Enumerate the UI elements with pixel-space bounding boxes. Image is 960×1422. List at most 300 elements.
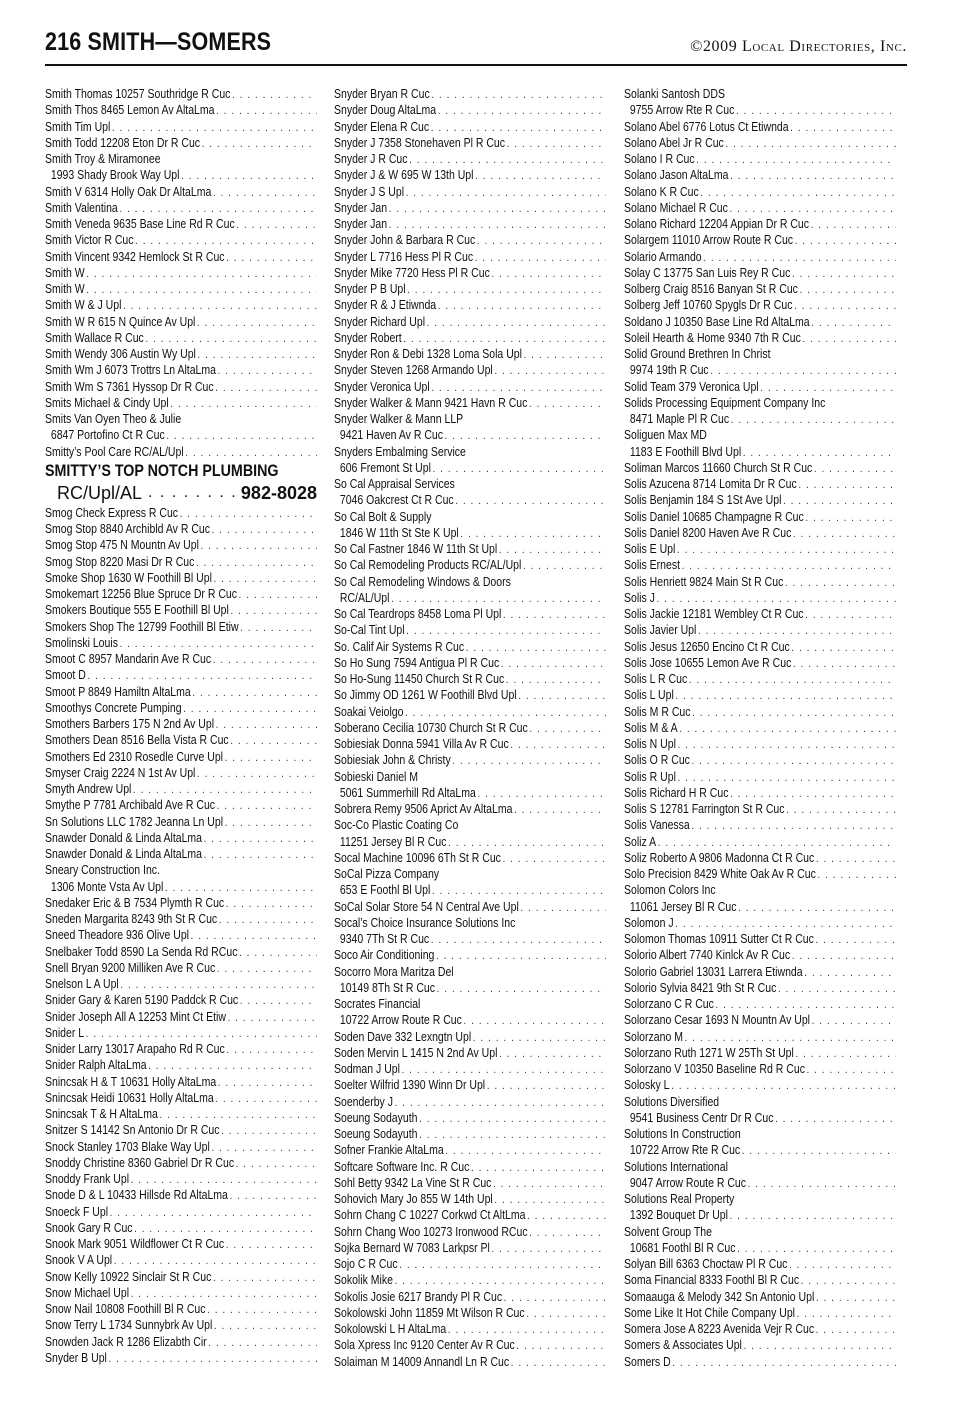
- listing-entry: [45, 1236, 317, 1252]
- listing-entry: [334, 590, 606, 606]
- listing-heading: [624, 882, 896, 898]
- listing-name: Smith V 6314 Holly Oak Dr AltaLma: [45, 184, 212, 199]
- listing-name: Solis E Upl: [624, 542, 676, 556]
- listing-entry: [334, 427, 606, 443]
- leader-dots: [180, 508, 317, 520]
- listing-heading: [624, 1191, 896, 1207]
- listing-entry: [334, 167, 606, 183]
- listing-name: Snyder Jan: [334, 200, 388, 215]
- listing-name: 9340 7Th St R Cuc: [339, 932, 430, 946]
- listing-name: Solano Michael R Cuc: [624, 200, 728, 215]
- listing-entry: [334, 704, 606, 720]
- listing-heading: [334, 769, 606, 785]
- listing-group-2: [334, 86, 606, 1370]
- listing-name: Soliz Roberto A 9806 Madonna Ct R Cuc: [624, 850, 815, 865]
- leader-dots: [216, 105, 317, 117]
- listing-entry: [334, 1094, 606, 1110]
- leader-dots: [526, 1308, 606, 1320]
- listing-entry: [624, 167, 896, 183]
- listing-entry: [624, 151, 896, 167]
- listing-entry: [45, 911, 317, 927]
- leader-dots: [212, 524, 317, 536]
- leader-dots: [226, 252, 317, 264]
- listing-name: Somera Jose A 8223 Avenida Vejr R Cuc: [624, 1322, 815, 1336]
- listing-entry: [45, 1204, 317, 1220]
- listing-heading: [334, 996, 606, 1012]
- leader-dots: [405, 707, 606, 719]
- leader-dots: [682, 560, 896, 572]
- leader-dots: [213, 187, 317, 199]
- listing-name: So Cal Remodeling Products RC/AL/Upl: [334, 558, 522, 573]
- listing-entry: [334, 492, 606, 508]
- listing-name: Sobiesiak Donna 5941 Villa Av R Cuc: [334, 737, 509, 751]
- leader-dots: [165, 882, 317, 894]
- listing-entry: [45, 1139, 317, 1155]
- listing-entry: [45, 86, 317, 102]
- leader-dots: [657, 593, 896, 605]
- listing-name: Solberg Craig 8516 Banyan St R Cuc: [624, 282, 798, 296]
- listing-name: Smythe P 7781 Archibald Ave R Cuc: [45, 798, 216, 813]
- listing-name: Smog Stop 8840 Archibld Av R Cuc: [45, 522, 210, 536]
- listing-name: 11061 Jersey Bl R Cuc: [629, 899, 737, 914]
- listing-name: Solis J: [624, 590, 655, 605]
- leader-dots: [801, 1275, 896, 1287]
- leader-dots: [675, 918, 896, 930]
- listing-entry: [334, 687, 606, 703]
- listing-name: Solis Richard H R Cuc: [624, 785, 729, 800]
- listing-heading: [624, 1224, 896, 1240]
- leader-dots: [86, 268, 317, 280]
- listing-entry: [334, 265, 606, 281]
- listing-entry: [624, 687, 896, 703]
- leader-dots: [131, 1174, 317, 1186]
- leader-dots: [452, 755, 606, 767]
- listing-entry: [624, 330, 896, 346]
- leader-dots: [507, 138, 606, 150]
- listing-entry: [624, 752, 896, 768]
- listing-entry: [334, 850, 606, 866]
- leader-dots: [183, 703, 317, 715]
- leader-dots: [395, 1275, 606, 1287]
- listing-name: Sodman J Upl: [334, 1062, 400, 1076]
- listing-name: Sokolis Josie 6217 Brandy Pl R Cuc: [334, 1289, 503, 1304]
- listing-name: Somers & Associates Upl: [624, 1338, 742, 1353]
- leader-dots: [88, 670, 317, 682]
- listing-entry: [624, 1305, 896, 1321]
- listing-heading: [624, 86, 896, 102]
- listing-entry: [334, 1126, 606, 1142]
- leader-dots: [445, 1145, 606, 1157]
- listing-column-2: [334, 86, 606, 1370]
- leader-dots: [716, 999, 896, 1011]
- listing-entry: [624, 964, 896, 980]
- leader-dots: [679, 723, 896, 735]
- listing-name: Snowden Jack R 1286 Elizabth Cir: [45, 1334, 207, 1349]
- listing-entry: [334, 151, 606, 167]
- leader-dots: [148, 1060, 317, 1072]
- listing-name: 9541 Business Centr Dr R Cuc: [629, 1110, 774, 1125]
- leader-dots: [736, 105, 896, 117]
- listing-entry: [45, 167, 317, 183]
- leader-dots: [226, 898, 317, 910]
- listing-name: Snode D & L 10433 Hillsde Rd AltaLma: [45, 1188, 228, 1203]
- listing-entry: [45, 537, 317, 553]
- listing-entry: [334, 834, 606, 850]
- leader-dots: [792, 268, 896, 280]
- listing-name: Socrates Financial: [334, 997, 421, 1011]
- listing-entry: [45, 1317, 317, 1333]
- leader-dots: [215, 1093, 317, 1105]
- leader-dots: [211, 1142, 317, 1154]
- listing-name: Sneed Theadore 936 Olive Upl: [45, 928, 189, 943]
- listing-name: 10722 Arrow Route R Cuc: [339, 1013, 462, 1028]
- listing-name: Smoot P 8849 Hamiltn AltaLma: [45, 684, 191, 699]
- listing-name: Some Like It Hot Chile Company Upl: [624, 1305, 795, 1320]
- leader-dots: [202, 138, 317, 150]
- listing-entry: [45, 830, 317, 846]
- listing-entry: [45, 749, 317, 765]
- featured-phone: 982-8028: [240, 482, 317, 503]
- leader-dots: [506, 674, 606, 686]
- listing-name: Sobiesiak John & Christy: [334, 753, 451, 768]
- listing-name: Soeung Sodayuth: [334, 1127, 418, 1141]
- publisher-name: Local Directories, Inc.: [741, 38, 907, 55]
- listing-name: Solanki Santosh DDS: [624, 87, 725, 101]
- listing-entry: [334, 801, 606, 817]
- listing-entry: [624, 996, 896, 1012]
- listing-name: Solomon Thomas 10911 Sutter Ct R Cuc: [624, 932, 814, 946]
- listing-entry: [624, 1321, 896, 1337]
- listing-name: RC/AL/Upl: [339, 590, 390, 605]
- listing-name: Smith Tim Upl: [45, 119, 111, 134]
- leader-dots: [217, 800, 317, 812]
- listing-name: Smog Stop 8220 Masi Dr R Cuc: [45, 554, 195, 569]
- listing-name: Smolinski Louis: [45, 635, 118, 650]
- listing-name: Soden Mervin L 1415 N 2nd Av Upl: [334, 1045, 498, 1060]
- listing-name: So Jimmy OD 1261 W Foothill Blvd Upl: [334, 688, 517, 703]
- listing-entry: [334, 899, 606, 915]
- listing-name: Snyder R & J Etiwnda: [334, 298, 437, 313]
- listing-entry: [45, 554, 317, 570]
- listing-entry: [334, 314, 606, 330]
- listing-entry: [45, 895, 317, 911]
- leader-dots: [213, 654, 317, 666]
- listing-heading: [334, 444, 606, 460]
- listing-name: Snyder Jan: [334, 217, 388, 231]
- listing-entry: [45, 216, 317, 232]
- listing-name: 7046 Oakcrest Ct R Cuc: [339, 493, 454, 508]
- listing-name: Snow Terry L 1734 Sunnybrk Av Upl: [45, 1318, 213, 1333]
- leader-dots: [110, 1207, 317, 1219]
- listing-name: Solis N Upl: [624, 737, 676, 751]
- listing-name: Solano Abel Jr R Cuc: [624, 135, 724, 150]
- listing-name: Smith W R 615 N Quince Av Upl: [45, 314, 196, 329]
- leader-dots: [811, 219, 896, 231]
- listing-name: Soenderby J: [334, 1094, 393, 1109]
- listing-heading: [624, 1094, 896, 1110]
- listing-name: Snedaker Eric & B 7534 Plymth R Cuc: [45, 895, 225, 910]
- listing-name: Smog Stop 475 N Mountn Av Upl: [45, 538, 199, 553]
- listing-name: Somaauga & Melody 342 Sn Antonio Upl: [624, 1289, 815, 1304]
- listing-heading: [334, 411, 606, 427]
- leader-dots: [798, 479, 896, 491]
- listing-entry: [45, 314, 317, 330]
- leader-dots: [198, 349, 317, 361]
- leader-dots: [226, 1239, 317, 1251]
- listing-name: Solano I R Cuc: [624, 152, 695, 166]
- listing-entry: [45, 1155, 317, 1171]
- listing-entry: [45, 667, 317, 683]
- leader-dots: [431, 382, 606, 394]
- leader-dots: [478, 788, 606, 800]
- listing-entry: [334, 379, 606, 395]
- listing-name: Snow Nail 10808 Foothill Bl R Cuc: [45, 1302, 206, 1316]
- leader-dots: [232, 89, 317, 101]
- listing-entry: [624, 801, 896, 817]
- listing-entry: [45, 330, 317, 346]
- listing-entry: [624, 249, 896, 265]
- listing-entry: [624, 980, 896, 996]
- listing-name: Smyth Andrew Upl: [45, 782, 132, 796]
- leader-dots: [501, 658, 606, 670]
- listing-name: Smitty’s Pool Care RC/AL/Upl: [45, 444, 184, 459]
- listing-name: Snyder John & Barbara R Cuc: [334, 233, 476, 248]
- listing-entry: [45, 879, 317, 895]
- listing-name: Snyder J & W 695 W 13th Upl: [334, 168, 474, 183]
- listing-entry: [45, 716, 317, 732]
- leader-dots: [816, 1324, 896, 1336]
- listing-name: Snyder Elena R Cuc: [334, 119, 430, 134]
- leader-dots: [218, 365, 317, 377]
- leader-dots: [816, 853, 896, 865]
- listing-entry: [624, 899, 896, 915]
- leader-dots: [499, 544, 606, 556]
- listing-name: 6847 Portofino Ct R Cuc: [50, 428, 165, 443]
- listing-name: Solo Precision 8429 White Oak Av R Cuc: [624, 867, 816, 881]
- leader-dots: [807, 1064, 896, 1076]
- leader-dots: [204, 849, 317, 861]
- listing-name: Sojka Bernard W 7083 Larkpsr Pl: [334, 1240, 490, 1255]
- listing-name: Smith Thos 8465 Lemon Av AltaLma: [45, 103, 215, 118]
- listing-group-1b: [45, 505, 317, 1366]
- listing-name: Snider L: [45, 1025, 85, 1040]
- listing-name: Snelbaker Todd 8590 La Senda Rd RCuc: [45, 944, 238, 959]
- listing-name: 1392 Bouquet Dr Upl: [629, 1208, 728, 1223]
- leader-dots: [197, 317, 317, 329]
- listing-name: 653 E Foothl Bl Upl: [339, 883, 431, 898]
- leader-dots: [790, 122, 896, 134]
- listing-entry: [624, 135, 896, 151]
- listing-entry: [334, 1159, 606, 1175]
- listing-entry: [624, 232, 896, 248]
- listing-name: Soliman Marcos 11660 Church St R Cuc: [624, 460, 813, 475]
- page-header: [45, 28, 907, 62]
- listing-name: Soelter Wilfrid 1390 Winn Dr Upl: [334, 1078, 486, 1093]
- listing-heading: [334, 476, 606, 492]
- listing-entry: [45, 1009, 317, 1025]
- listing-name: Snyder J 7358 Stonehaven Pl R Cuc: [334, 135, 506, 150]
- leader-dots: [120, 979, 317, 991]
- listing-name: Snook V A Upl: [45, 1253, 113, 1268]
- listing-heading: [334, 574, 606, 590]
- listing-entry: [45, 1301, 317, 1317]
- leader-dots: [692, 707, 896, 719]
- leader-dots: [391, 593, 606, 605]
- leader-dots: [438, 105, 606, 117]
- leader-dots: [431, 89, 606, 101]
- listing-name: 1993 Shady Brook Way Upl: [50, 168, 180, 183]
- listing-name: Soco Air Conditioning: [334, 948, 435, 963]
- leader-dots: [231, 605, 317, 617]
- listing-name: Smith Wendy 306 Austin Wy Upl: [45, 347, 196, 361]
- leader-dots: [419, 1129, 606, 1141]
- listing-entry: [45, 135, 317, 151]
- leader-dots: [236, 219, 317, 231]
- listing-entry: [45, 960, 317, 976]
- leader-dots: [510, 739, 606, 751]
- listing-name: Snyder Bryan R Cuc: [334, 87, 430, 101]
- leader-dots: [145, 333, 317, 345]
- listing-entry: [334, 882, 606, 898]
- listing-name: Solorzano Cesar 1693 N Mountn Av Upl: [624, 1013, 811, 1028]
- listing-entry: [624, 1110, 896, 1126]
- listing-name: Snyder Robert: [334, 330, 402, 345]
- listing-name: Solorzano M: [624, 1029, 683, 1044]
- listing-name: So Cal Appraisal Services: [334, 477, 455, 491]
- listing-name: Solis Daniel 10685 Champagne R Cuc: [624, 509, 804, 524]
- listing-entry: [624, 1045, 896, 1061]
- listing-name: 5061 Summerhill Rd AltaLma: [339, 785, 476, 800]
- listing-entry: [624, 265, 896, 281]
- listing-entry: [45, 684, 317, 700]
- listing-entry: [624, 297, 896, 313]
- listing-name: Snawder Donald & Linda AltaLma: [45, 847, 203, 861]
- listing-heading: [624, 1126, 896, 1142]
- listing-name: Snider Gary & Karen 5190 Paddck R Cuc: [45, 993, 239, 1008]
- listing-name: So Cal Teardrops 8458 Loma Pl Upl: [334, 607, 502, 621]
- listing-entry: [334, 1012, 606, 1028]
- leader-dots: [217, 963, 317, 975]
- listing-column-1: [45, 86, 317, 1366]
- listing-name: Smoot C 8957 Mandarin Ave R Cuc: [45, 652, 212, 666]
- leader-dots: [796, 1048, 896, 1060]
- listing-name: Snyder Ron & Debi 1328 Loma Sola Upl: [334, 347, 522, 361]
- listing-entry: [624, 379, 896, 395]
- leader-dots: [743, 447, 896, 459]
- leader-dots: [473, 1032, 606, 1044]
- listing-heading: [334, 915, 606, 931]
- leader-dots: [409, 154, 606, 166]
- listing-group-1a: [45, 86, 317, 460]
- leader-dots: [789, 1259, 896, 1271]
- listing-name: Smoot D: [45, 668, 86, 683]
- leader-dots: [395, 1097, 606, 1109]
- listing-entry: [45, 249, 317, 265]
- listing-name: Smith W: [45, 282, 85, 296]
- listing-entry: [45, 200, 317, 216]
- listing-name: Smokemart 12256 Blue Spruce Dr R Cuc: [45, 587, 238, 601]
- leader-dots: [503, 853, 606, 865]
- listing-entry: [45, 232, 317, 248]
- leader-dots: [730, 1210, 896, 1222]
- listing-name: Solis Azucena 8714 Lomita Dr R Cuc: [624, 477, 797, 491]
- listing-entry: [624, 200, 896, 216]
- listing-entry: [334, 1029, 606, 1045]
- listing-entry: [624, 915, 896, 931]
- listing-name: Smits Van Oyen Theo & Julie: [45, 412, 182, 426]
- listing-name: Snyder B Upl: [45, 1350, 107, 1365]
- listing-name: Solis Jackie 12181 Wembley Ct R Cuc: [624, 607, 804, 621]
- listing-name: So Cal Bolt & Supply: [334, 509, 432, 524]
- leader-dots: [504, 1292, 606, 1304]
- listing-name: Solutions In Construction: [624, 1127, 741, 1141]
- listing-entry: [624, 785, 896, 801]
- listing-name: Smith Victor R Cuc: [45, 233, 134, 248]
- listing-name: Smith Thomas 10257 Southridge R Cuc: [45, 87, 231, 101]
- leader-dots: [696, 154, 896, 166]
- featured-location: RC/Upl/AL: [57, 482, 143, 503]
- listing-heading: [624, 395, 896, 411]
- listing-name: So Cal Fastner 1846 W 11th St Upl: [334, 542, 498, 556]
- listing-name: Smith Troy & Miramonee: [45, 152, 161, 166]
- listing-name: Smothers Dean 8516 Bella Vista R Cuc: [45, 733, 229, 748]
- listing-entry: [334, 622, 606, 638]
- leader-dots: [527, 1210, 606, 1222]
- leader-dots: [464, 1015, 606, 1027]
- leader-dots: [134, 1223, 317, 1235]
- listing-entry: [334, 931, 606, 947]
- listing-name: Solis Vanessa: [624, 818, 690, 833]
- leader-dots: [805, 609, 896, 621]
- listing-entry: [624, 541, 896, 557]
- listing-entry: [334, 655, 606, 671]
- leader-dots: [521, 902, 606, 914]
- leader-dots: [438, 300, 606, 312]
- listing-entry: [45, 1074, 317, 1090]
- listing-entry: [45, 586, 317, 602]
- leader-dots: [700, 187, 896, 199]
- listing-name: So-Cal Tint Upl: [334, 623, 405, 638]
- listing-entry: [624, 119, 896, 135]
- listing-name: Snyder J R Cuc: [334, 152, 408, 166]
- leader-dots: [221, 1125, 317, 1137]
- leader-dots: [460, 528, 606, 540]
- listing-name: Solutions Real Property: [624, 1192, 735, 1206]
- leader-dots: [455, 495, 606, 507]
- listing-entry: [334, 200, 606, 216]
- listing-name: Snincsak T & H AltaLma: [45, 1107, 158, 1121]
- leader-dots: [230, 1190, 317, 1202]
- listing-name: Soberano Cecilia 10730 Church St R Cuc: [334, 720, 528, 735]
- listing-name: Solorio Albert 7740 Kinlck Av R Cuc: [624, 948, 791, 963]
- listing-heading: [624, 1159, 896, 1175]
- listing-entry: [334, 216, 606, 232]
- leader-dots: [529, 398, 606, 410]
- leader-dots: [86, 284, 317, 296]
- listing-name: So Ho-Sung 11450 Church St R Cuc: [334, 672, 505, 686]
- listing-heading: [334, 817, 606, 833]
- listing-entry: [624, 736, 896, 752]
- listing-heading: [624, 427, 896, 443]
- listing-entry: [624, 671, 896, 687]
- listing-entry: [334, 525, 606, 541]
- listing-name: Soakai Veiolgo: [334, 704, 404, 719]
- listing-entry: [624, 1142, 896, 1158]
- listing-name: Snoddy Frank Upl: [45, 1172, 130, 1186]
- listing-name: Solorzano V 10350 Baseline Rd R Cuc: [624, 1062, 805, 1076]
- leader-dots: [800, 284, 896, 296]
- listing-entry: [624, 216, 896, 232]
